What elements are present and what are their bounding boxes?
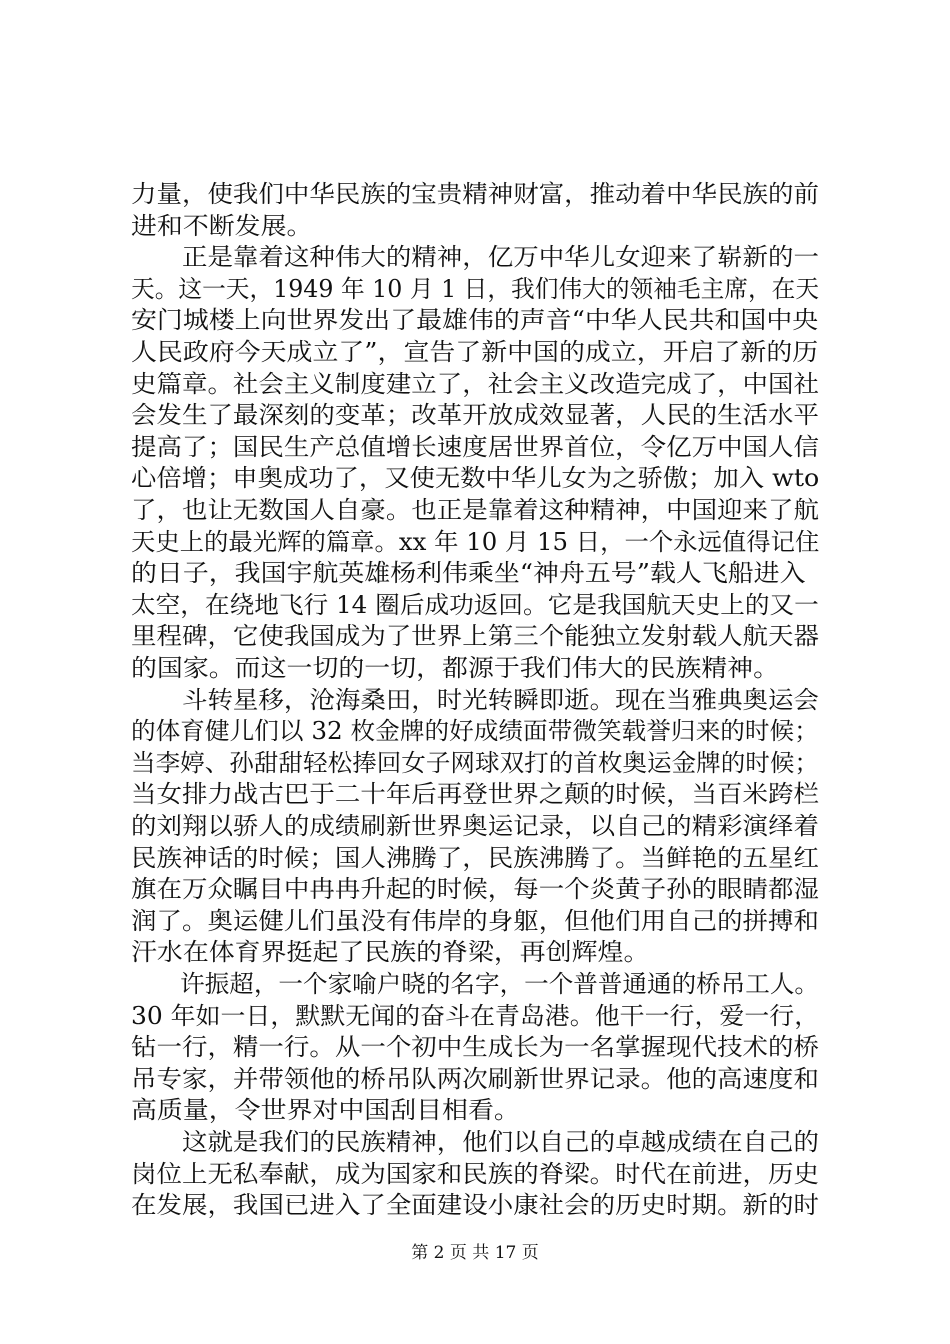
text-line: 许振超，一个家喻户晓的名字，一个普普通通的桥吊工人。 <box>131 970 819 998</box>
text-line: 天史上的最光辉的篇章。xx 年 10 月 15 日，一个永远值得记住 <box>131 527 820 556</box>
text-line: 钻一行，精一行。从一个初中生成长为一名掌握现代技术的桥 <box>131 1033 819 1062</box>
text-line: 提高了；国民生产总值增长速度居世界首位，令亿万中国人信 <box>131 432 819 461</box>
text-line: 太空，在绕地飞行 14 圈后成功返回。它是我国航天史上的又一 <box>131 590 819 619</box>
text-line: 力量，使我们中华民族的宝贵精神财富，推动着中华民族的前 <box>131 180 819 208</box>
text-line: 人民政府今天成立了”，宣告了新中国的成立，开启了新的历 <box>131 338 819 366</box>
text-line: 在发展，我国已进入了全面建设小康社会的历史时期。新的时 <box>131 1191 819 1220</box>
text-line: 会发生了最深刻的变革；改革开放成效显著，人民的生活水平 <box>131 401 819 430</box>
text-line: 的国家。而这一切的一切，都源于我们伟大的民族精神。 <box>131 654 779 682</box>
text-line: 30 年如一日，默默无闻的奋斗在青岛港。他干一行，爱一行， <box>131 1001 820 1030</box>
text-line: 的体育健儿们以 32 枚金牌的好成绩面带微笑载誉归来的时候； <box>131 717 819 746</box>
text-line: 当李婷、孙甜甜轻松捧回女子网球双打的首枚奥运金牌的时候； <box>131 748 819 777</box>
text-line: 安门城楼上向世界发出了最雄伟的声音“中华人民共和国中央 <box>131 306 819 335</box>
text-line: 心倍增；申奥成功了，又使无数中华儿女为之骄傲；加入 wto <box>131 464 820 493</box>
text-line: 吊专家，并带领他的桥吊队两次刷新世界记录。他的高速度和 <box>131 1064 819 1093</box>
text-line: 汗水在体育界挺起了民族的脊梁，再创辉煌。 <box>131 938 650 967</box>
text-line: 里程碑，它使我国成为了世界上第三个能独立发射载人航天器 <box>131 622 819 651</box>
text-line: 这就是我们的民族精神，他们以自己的卓越成绩在自己的 <box>131 1128 819 1156</box>
text-line: 民族神话的时候；国人沸腾了，民族沸腾了。当鲜艳的五星红 <box>131 843 819 872</box>
text-line: 旗在万众瞩目中冉冉升起的时候，每一个炎黄子孙的眼睛都湿 <box>131 875 819 904</box>
text-line: 正是靠着这种伟大的精神，亿万中华儿女迎来了崭新的一 <box>131 243 819 272</box>
text-line: 史篇章。社会主义制度建立了，社会主义改造完成了，中国社 <box>131 369 819 398</box>
text-line: 高质量，令世界对中国刮目相看。 <box>131 1096 520 1125</box>
page-footer: 第 2 页 共 17 页 <box>411 1243 539 1263</box>
text-line: 岗位上无私奉献，成为国家和民族的脊梁。时代在前进，历史 <box>131 1159 819 1188</box>
text-line: 的日子，我国宇航英雄杨利伟乘坐“神舟五号”载人飞船进入 <box>131 559 806 588</box>
text-line: 斗转星移，沧海桑田，时光转瞬即逝。现在当雅典奥运会 <box>131 685 819 714</box>
text-line: 进和不断发展。 <box>131 211 313 240</box>
text-line: 当女排力战古巴于二十年后再登世界之颠的时候，当百米跨栏 <box>131 780 819 809</box>
text-line: 了，也让无数国人自豪。也正是靠着这种精神，中国迎来了航 <box>131 496 819 524</box>
text-line: 润了。奥运健儿们虽没有伟岸的身躯，但他们用自己的拼搏和 <box>131 906 819 935</box>
text-line: 天。这一天，1949 年 10 月 1 日，我们伟大的领袖毛主席，在天 <box>131 274 820 303</box>
text-line: 的刘翔以骄人的成绩刷新世界奥运记录，以自己的精彩演绎着 <box>131 812 819 840</box>
